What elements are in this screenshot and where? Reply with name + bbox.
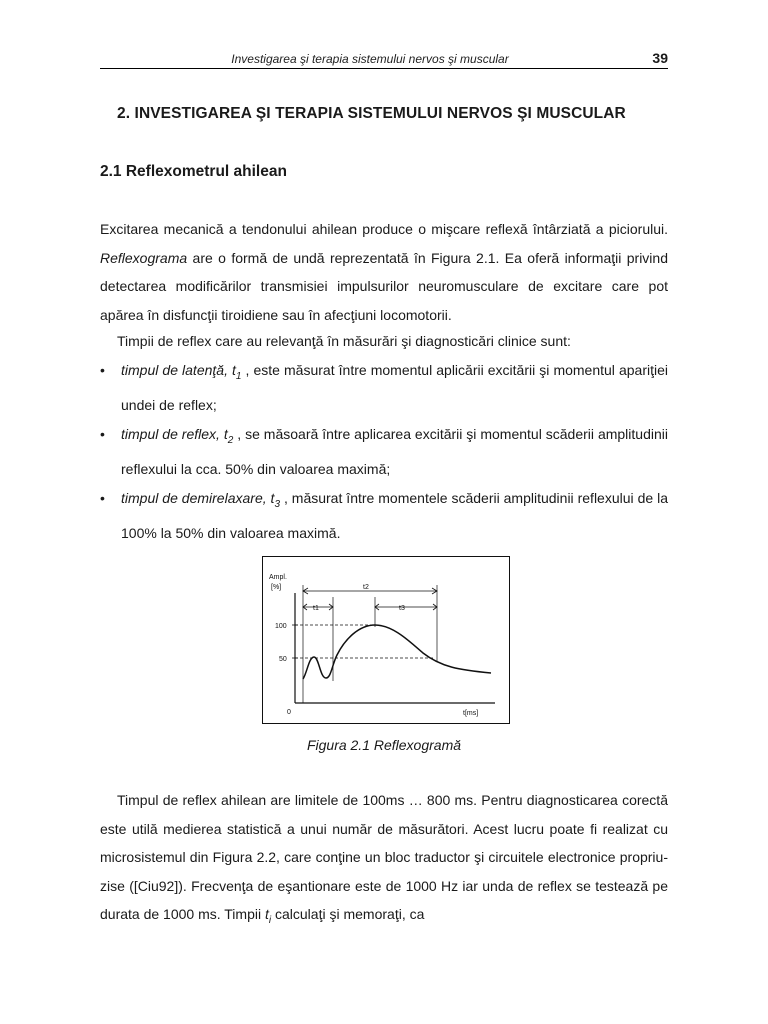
section-title: 2.1 Reflexometrul ahilean [100, 163, 287, 180]
y-axis-unit: [%] [271, 584, 282, 591]
running-header [100, 52, 668, 69]
list-item-text: , măsurat între momentele scăderii amplitudinii reflexului de la 100% la 50% din valoarea maximă. [121, 489, 668, 541]
paragraph-intro-part1: Excitarea mecanică a tendonului ahilean produce o mişcare reflexă întârziată a piciorului. [100, 221, 668, 237]
list-item-text: , se măsoară între aplicarea excitării şi momentul scăderii amplitudinii reflexului la cca. 50% din valoarea maximă; [121, 425, 668, 478]
list-item [100, 356, 668, 420]
label-t3: t3 [399, 605, 405, 612]
running-title: Investigarea şi terapia sistemului nervos şi muscular [231, 52, 509, 66]
reflex-times-list [100, 356, 668, 547]
list-item-sub: 1 [235, 370, 242, 382]
paragraph-intro [100, 215, 668, 329]
paragraph-timpi-text: Timpii de reflex care au relevanţă în măsurări şi diagnosticări clinice sunt: [117, 333, 571, 349]
page-number: 39 [652, 50, 668, 66]
paragraph-limits-text: Timpul de reflex ahilean are limitele de 100ms … 800 ms. Pentru diagnosticarea corectă este utilă medierea statistică a unui număr de măsurători. Acest lucru poate fi realizat cu microsistemul din Figura 2.2, care conţine un bloc traductor şi circuitele electronice propriu-zise ([Ciu92]). Frecvenţa de eşantionare este de 1000 Hz iar unda de reflex se testează pe durata de 1000 ms. Timpii [100, 792, 668, 922]
list-item-term: timpul de demirelaxare, t [121, 489, 275, 506]
label-t1: t1 [313, 605, 319, 612]
tick-100: 100 [275, 623, 287, 630]
term-ti-sub: i [268, 914, 272, 926]
bullet-icon: • [100, 425, 105, 442]
reflexogram-plot [263, 557, 509, 723]
figure-caption: Figura 2.1 Reflexogramă [306, 737, 462, 753]
bullet-icon: • [100, 489, 105, 506]
list-item [100, 484, 668, 548]
list-item-sub: 3 [274, 498, 281, 510]
origin-label: 0 [287, 709, 291, 716]
tick-50: 50 [279, 656, 287, 663]
list-item-text: , este măsurat între momentul aplicării excitării şi momentul apariţiei undei de reflex; [121, 362, 669, 414]
y-axis-label: Ampl. [269, 574, 287, 581]
list-item [100, 420, 668, 484]
term-ti: t [264, 906, 269, 922]
reflex-curve [303, 625, 491, 679]
list-item-term: timpul de reflex, t [121, 425, 228, 442]
chapter-title: 2. INVESTIGAREA ŞI TERAPIA SISTEMULUI NERVOS ŞI MUSCULAR [117, 105, 626, 122]
paragraph-intro-part2: are o formă de undă reprezentată în Figura 2.1. Ea oferă informaţii privind detectarea modificărilor transmisiei impulsurilor neuromusculare de excitare care pot apărea în disfuncţii tiroidiene sau în afecţiuni locomotorii. [100, 249, 668, 323]
paragraph-limits [100, 786, 668, 935]
list-item-sub: 2 [227, 434, 234, 446]
term-reflexograma: Reflexograma [100, 249, 188, 266]
figure-reflexograma [262, 556, 510, 724]
x-axis-label: t[ms] [463, 710, 479, 717]
list-item-term: timpul de latenţă, t [121, 362, 236, 378]
bullet-icon: • [100, 362, 105, 378]
label-t2: t2 [363, 584, 369, 591]
paragraph-timpi [100, 327, 668, 356]
paragraph-limits-tail: calculaţi şi memoraţi, ca [271, 906, 425, 922]
